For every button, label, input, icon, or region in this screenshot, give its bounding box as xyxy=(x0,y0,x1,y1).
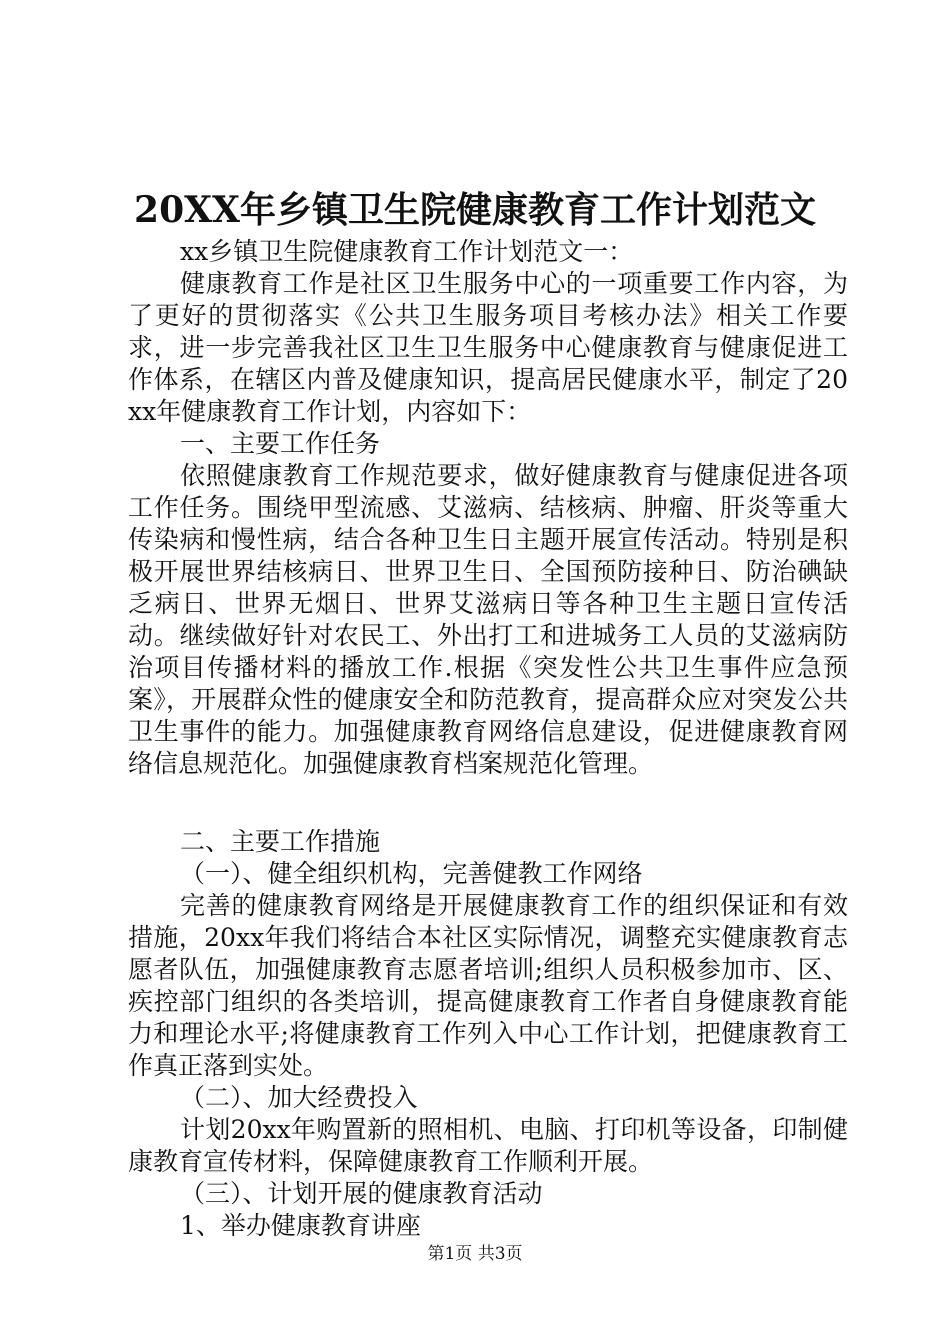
paragraph-4: 计划20xx年购置新的照相机、电脑、打印机等设备，印制健康教育宣传材料，保障健康教育工作顺利开展。 xyxy=(128,1115,848,1176)
section-heading-1: 一、主要工作任务 xyxy=(180,429,381,458)
subheading-2: （二）、加大经费投入 xyxy=(180,1083,418,1112)
paragraph-gap xyxy=(128,780,848,826)
intro-line: xx乡镇卫生院健康教育工作计划范文一： xyxy=(180,237,634,266)
section-heading-2: 二、主要工作措施 xyxy=(180,827,381,856)
list-item-1: 1、举办健康教育讲座 xyxy=(180,1211,421,1240)
page-footer: 第1页 共3页 xyxy=(427,1244,523,1264)
paragraph-1: 健康教育工作是社区卫生服务中心的一项重要工作内容，为了更好的贯彻落实《公共卫生服务项目考核办法》相关工作要求，进一步完善我社区卫生卫生服务中心健康教育与健康促进工作体系，在辖区内普及健康知识，提高居民健康水平，制定了20xx年健康教育工作计划，内容如下： xyxy=(128,269,848,426)
subheading-3: （三）、计划开展的健康教育活动 xyxy=(180,1179,543,1208)
subheading-1: （一）、健全组织机构，完善健教工作网络 xyxy=(180,859,643,888)
paragraph-3: 完善的健康教育网络是开展健康教育工作的组织保证和有效措施，20xx年我们将结合本社区实际情况，调整充实健康教育志愿者队伍，加强健康教育志愿者培训;组织人员积极参加市、区、疾控部门组织的各类培训，提高健康教育工作者自身健康教育能力和理论水平;将健康教育工作列入中心工作计划，把健康教育工作真正落到实处。 xyxy=(128,891,848,1080)
paragraph-2: 依照健康教育工作规范要求，做好健康教育与健康促进各项工作任务。围绕甲型流感、艾滋病、结核病、肿瘤、肝炎等重大传染病和慢性病，结合各种卫生日主题开展宣传活动。特别是积极开展世界结核病日、世界卫生日、全国预防接种日、防治碘缺乏病日、世界无烟日、世界艾滋病日等各种卫生主题日宣传活动。继续做好针对农民工、外出打工和进城务工人员的艾滋病防治项目传播材料的播放工作.根据《突发性公共卫生事件应急预案》，开展群众性的健康安全和防范教育，提高群众应对突发公共卫生事件的能力。加强健康教育网络信息建设，促进健康教育网络信息规范化。加强健康教育档案规范化管理。 xyxy=(128,461,848,778)
document-title: 20XX年乡镇卫生院健康教育工作计划范文 xyxy=(134,189,816,231)
document-body xyxy=(128,236,848,1242)
